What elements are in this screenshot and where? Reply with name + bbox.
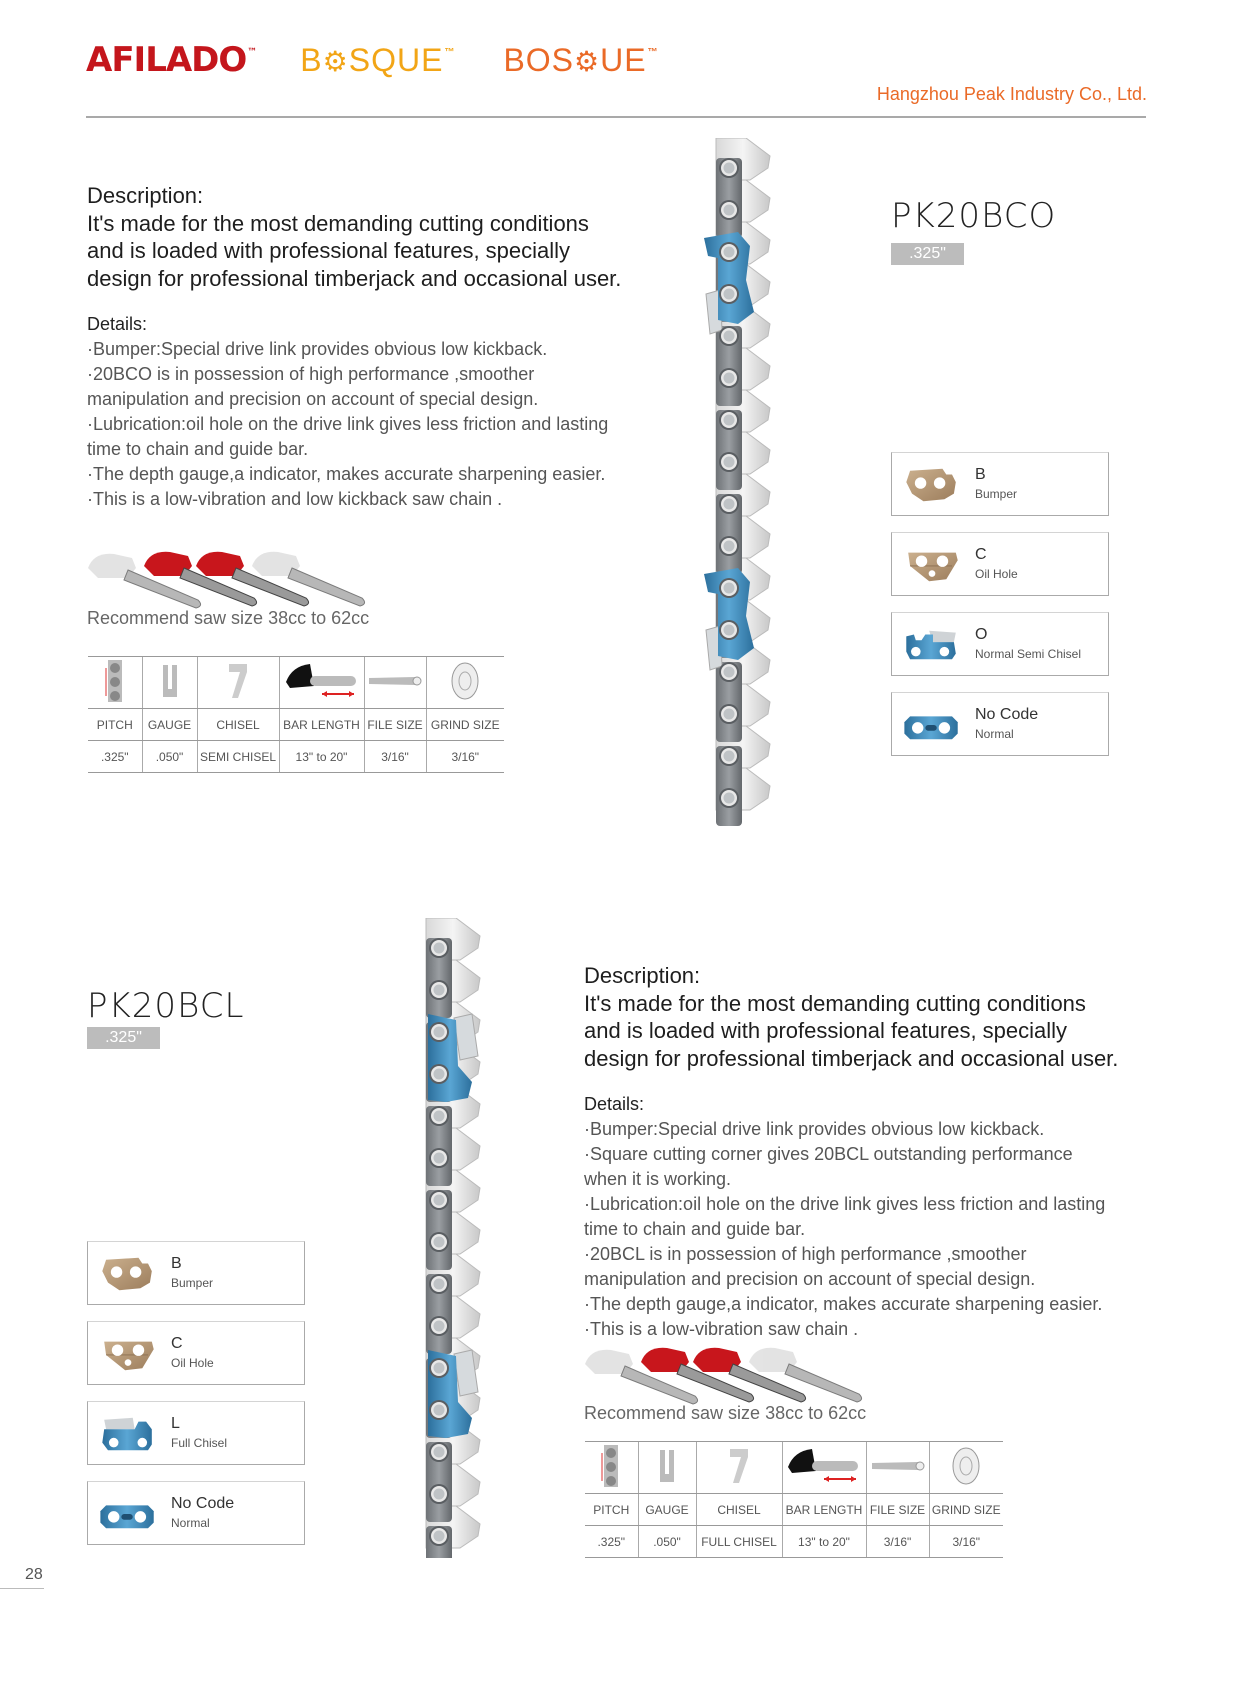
bar-length-icon: [782, 1442, 866, 1494]
product2-spec-table: [585, 1441, 1003, 1558]
chain-rivet: [719, 284, 739, 304]
chain-rivet: [719, 410, 739, 430]
chain-rivet: [719, 452, 739, 472]
chain-rivet: [429, 1484, 449, 1504]
normal-link-icon: [902, 705, 962, 745]
chain-rivet: [429, 1274, 449, 1294]
spec-value: .050": [142, 741, 197, 773]
chain-rivet: [719, 536, 739, 556]
code-card-b: [87, 1241, 305, 1305]
saw-icon-large-faded: [749, 1348, 862, 1402]
product1-spec-table: [88, 656, 504, 773]
spec-value: 3/16": [929, 1526, 1003, 1558]
spec-header: BAR LENGTH: [279, 709, 364, 741]
chain-rivet: [429, 1316, 449, 1336]
bosque-leaf-logo: BOS⚙UE™: [503, 41, 659, 78]
saw-icon-large-faded: [252, 552, 365, 606]
code-name: Bumper: [171, 1276, 214, 1290]
spec-value: 3/16": [364, 741, 426, 773]
product-model-title: PK20BCL: [87, 986, 245, 1026]
code-letter: No Code: [171, 1495, 235, 1512]
details-line: ·This is a low-vibration and low kickback saw chain .: [87, 489, 503, 509]
chain-rivet: [429, 1022, 449, 1042]
chain-rivet: [719, 662, 739, 682]
header-divider: [86, 116, 1146, 118]
chain-rivet: [719, 788, 739, 808]
code-letter: C: [171, 1335, 183, 1352]
description-line: and is loaded with professional features, specially: [584, 1018, 1068, 1043]
code-letter: B: [171, 1255, 182, 1272]
full-chisel-cutter-icon: [98, 1414, 158, 1454]
bar-length-icon: [279, 657, 364, 709]
description-line: It's made for the most demanding cutting conditions: [87, 210, 589, 236]
spec-header: GRIND SIZE: [426, 709, 504, 741]
chain-rivet: [429, 1358, 449, 1378]
spec-header: FILE SIZE: [866, 1494, 929, 1526]
recommended-saws-illustration: [585, 1344, 865, 1406]
spec-value: 3/16": [866, 1526, 929, 1558]
details-line: time to chain and guide bar.: [87, 439, 309, 459]
chain-rivet: [429, 1526, 449, 1546]
description-line: design for professional timberjack and occasional user.: [584, 1045, 1119, 1071]
details-line: manipulation and precision on account of special design.: [584, 1269, 1036, 1289]
product2-details: [584, 1092, 1105, 1342]
code-card-b: [891, 452, 1109, 516]
description-heading: Description:: [584, 963, 701, 988]
chain-rivet: [719, 704, 739, 724]
code-card-c: [891, 532, 1109, 596]
page-number: 28: [25, 1566, 43, 1583]
spec-value: SEMI CHISEL: [197, 741, 279, 773]
company-name: Hangzhou Peak Industry Co., Ltd.: [876, 84, 1147, 104]
chain-rivet: [719, 368, 739, 388]
recommend-saw-size: Recommend saw size 38cc to 62cc: [584, 1403, 867, 1423]
spec-header: CHISEL: [696, 1494, 782, 1526]
gauge-icon: [638, 1442, 696, 1494]
chain-rivet: [429, 938, 449, 958]
details-line: ·Lubrication:oil hole on the drive link gives less friction and lasting: [584, 1194, 1106, 1214]
details-line: ·Bumper:Special drive link provides obvious low kickback.: [87, 339, 548, 359]
grind-size-icon: [426, 657, 504, 709]
oil-hole-link-icon: [98, 1334, 158, 1374]
details-line: ·This is a low-vibration saw chain .: [584, 1319, 859, 1339]
grind-size-icon: [929, 1442, 1003, 1494]
description-line: and is loaded with professional features, specially: [87, 238, 571, 263]
chain-rivet: [429, 1232, 449, 1252]
chain-rivet: [719, 746, 739, 766]
description-line: It's made for the most demanding cutting conditions: [584, 990, 1086, 1016]
spec-header: FILE SIZE: [364, 709, 426, 741]
details-line: ·Lubrication:oil hole on the drive link gives less friction and lasting: [87, 414, 609, 434]
code-letter: L: [171, 1415, 180, 1432]
normal-link-icon: [98, 1494, 158, 1534]
chain-rivet: [429, 980, 449, 1000]
details-heading: Details:: [87, 314, 148, 334]
chain-rivet: [719, 200, 739, 220]
file-size-icon: [364, 657, 426, 709]
code-name: Normal: [171, 1516, 210, 1530]
chain-rivet: [719, 578, 739, 598]
code-card-c: [87, 1321, 305, 1385]
file-size-icon: [866, 1442, 929, 1494]
code-name: Bumper: [975, 487, 1018, 501]
saw-chain-image-pk20bcl: [410, 918, 530, 1558]
code-letter: B: [975, 466, 986, 483]
description-heading: Description:: [87, 183, 204, 208]
chain-rivet: [719, 242, 739, 262]
product1-details: [87, 312, 608, 512]
chain-rivet: [429, 1190, 449, 1210]
description-line: design for professional timberjack and occasional user.: [87, 265, 622, 291]
details-line: ·20BCO is in possession of high performance ,smoother: [87, 364, 535, 384]
spec-value: 13" to 20": [782, 1526, 866, 1558]
chain-rivet: [719, 326, 739, 346]
details-line: ·Square cutting corner gives 20BCL outstanding performance: [584, 1144, 1073, 1164]
code-name: Normal: [975, 727, 1014, 741]
details-line: ·20BCL is in possession of high performance ,smoother: [584, 1244, 1027, 1264]
spec-header: PITCH: [585, 1494, 638, 1526]
recommend-saw-size: Recommend saw size 38cc to 62cc: [87, 608, 370, 628]
bumper-link-icon: [98, 1254, 158, 1294]
code-card-o: [891, 612, 1109, 676]
pitch-badge: .325": [891, 243, 964, 265]
chisel-icon: [696, 1442, 782, 1494]
product2-description: [584, 962, 1118, 1072]
product1-description: [87, 182, 621, 292]
details-line: ·The depth gauge,a indicator, makes accurate sharpening easier.: [584, 1294, 1103, 1314]
code-letter: No Code: [975, 706, 1039, 723]
recommended-saws-illustration: [88, 548, 368, 610]
code-letter: O: [975, 626, 988, 643]
spec-header: CHISEL: [197, 709, 279, 741]
bumper-link-icon: [902, 465, 962, 505]
pitch-icon: [88, 657, 142, 709]
spec-header: GRIND SIZE: [929, 1494, 1003, 1526]
code-name: Full Chisel: [171, 1436, 228, 1450]
chain-rivet: [719, 494, 739, 514]
details-line: when it is working.: [584, 1169, 732, 1189]
saw-chain-image-pk20bco: [700, 138, 820, 838]
code-name: Oil Hole: [975, 567, 1018, 581]
spec-header: PITCH: [88, 709, 142, 741]
gear-icon: ⚙: [322, 45, 349, 77]
code-name: Oil Hole: [171, 1356, 214, 1370]
spec-value: .050": [638, 1526, 696, 1558]
afilado-logo: AFILADO™: [86, 40, 257, 80]
spec-header: GAUGE: [142, 709, 197, 741]
details-line: ·The depth gauge,a indicator, makes accurate sharpening easier.: [87, 464, 606, 484]
spec-header: BAR LENGTH: [782, 1494, 866, 1526]
chain-rivet: [719, 158, 739, 178]
gauge-icon: [142, 657, 197, 709]
spec-value: 3/16": [426, 741, 504, 773]
chain-rivet: [719, 620, 739, 640]
code-card-l: [87, 1401, 305, 1465]
spec-value: FULL CHISEL: [696, 1526, 782, 1558]
chain-rivet: [429, 1148, 449, 1168]
chain-rivet: [429, 1106, 449, 1126]
details-line: ·Bumper:Special drive link provides obvious low kickback.: [584, 1119, 1045, 1139]
details-line: time to chain and guide bar.: [584, 1219, 806, 1239]
bosque-gear-logo: B⚙SQUE™: [300, 41, 456, 78]
details-heading: Details:: [584, 1094, 645, 1114]
spec-value: .325": [88, 741, 142, 773]
oil-hole-link-icon: [902, 545, 962, 585]
product-model-title: PK20BCO: [891, 196, 1057, 236]
brand-logos: [86, 38, 659, 82]
chain-rivet: [429, 1064, 449, 1084]
code-name: Normal Semi Chisel: [975, 647, 1082, 661]
details-line: manipulation and precision on account of special design.: [87, 389, 539, 409]
spec-header: GAUGE: [638, 1494, 696, 1526]
chain-rivet: [429, 1400, 449, 1420]
semi-chisel-cutter-icon: [902, 625, 962, 665]
code-card-no-code: [87, 1481, 305, 1545]
code-letter: C: [975, 546, 987, 563]
chisel-icon: [197, 657, 279, 709]
gear-leaf-icon: ⚙: [574, 45, 601, 77]
code-card-no-code: [891, 692, 1109, 756]
spec-value: .325": [585, 1526, 638, 1558]
pitch-badge: .325": [87, 1027, 160, 1049]
page-number-rule: [0, 1588, 44, 1589]
pitch-icon: [585, 1442, 638, 1494]
chain-rivet: [429, 1442, 449, 1462]
spec-value: 13" to 20": [279, 741, 364, 773]
